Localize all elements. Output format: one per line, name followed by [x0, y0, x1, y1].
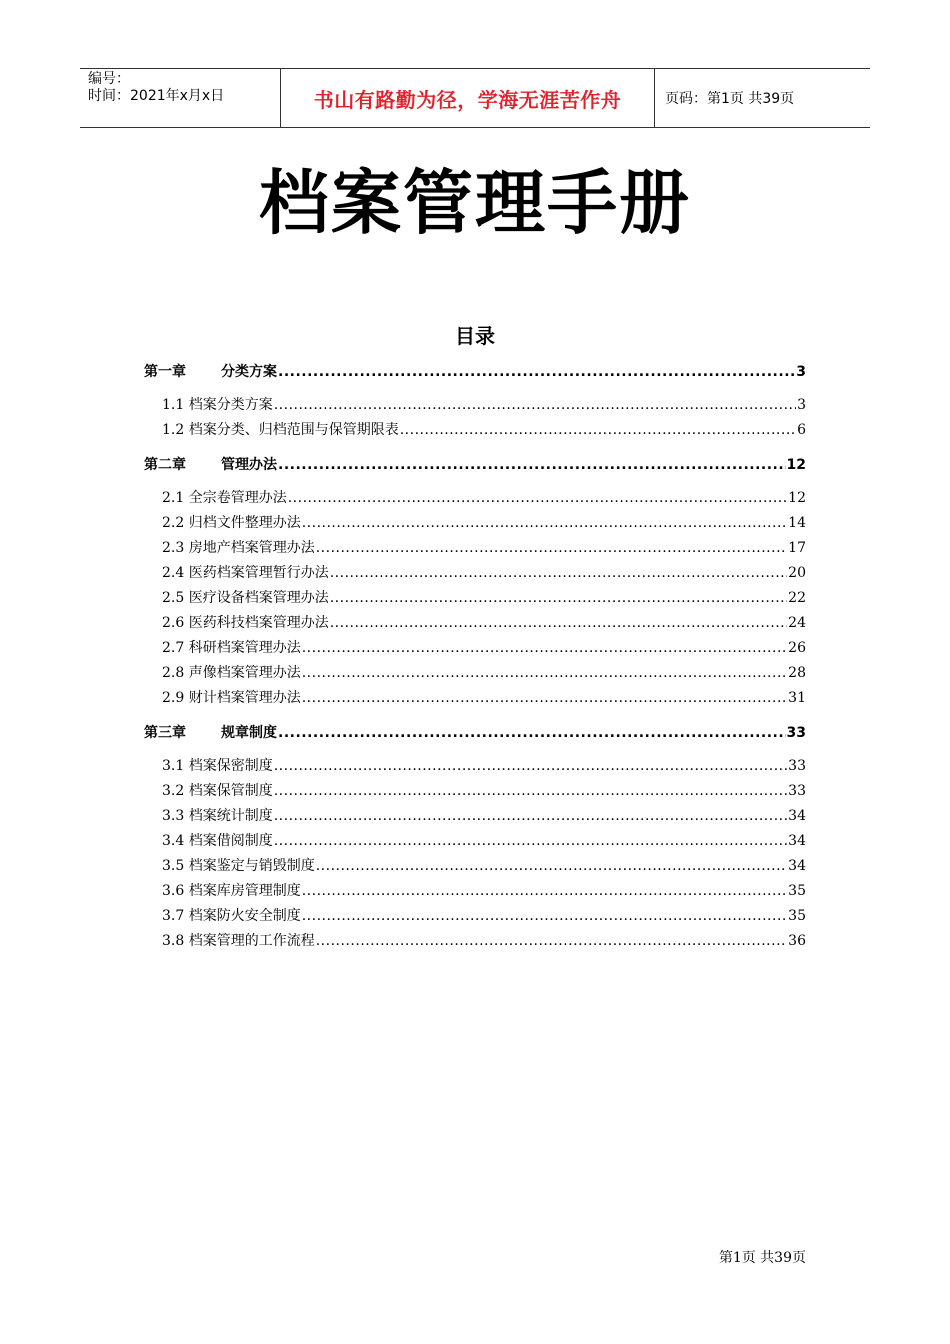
toc-section-title: 3.4 档案借阅制度	[162, 833, 273, 849]
document-time-label: 时间：2021年x月x日	[88, 88, 225, 104]
toc-section-title: 1.1 档案分类方案	[162, 397, 273, 413]
toc-section-entry[interactable]	[144, 418, 806, 443]
toc-section-entry[interactable]	[144, 804, 806, 829]
toc-page-number: 34	[788, 833, 806, 849]
toc-section-entry[interactable]	[144, 511, 806, 536]
toc-dot-leader	[330, 561, 787, 586]
toc-section-entry[interactable]	[144, 829, 806, 854]
toc-heading: 目录	[455, 324, 495, 348]
toc-section-entry[interactable]	[144, 636, 806, 661]
toc-dot-leader	[274, 829, 787, 854]
toc-section-title: 2.5 医疗设备档案管理办法	[162, 590, 329, 606]
toc-chapter-number: 第一章	[144, 364, 186, 380]
toc-dot-leader	[302, 879, 787, 904]
toc-page-number: 26	[788, 640, 806, 656]
toc-dot-leader	[278, 721, 786, 745]
toc-section-entry[interactable]	[144, 586, 806, 611]
toc-chapter-entry[interactable]	[144, 453, 806, 477]
toc-dot-leader	[302, 511, 787, 536]
toc-section-entry[interactable]	[144, 929, 806, 954]
toc-section-entry[interactable]	[144, 561, 806, 586]
toc-dot-leader	[274, 754, 787, 779]
toc-page-number: 35	[788, 883, 806, 899]
toc-page-number: 34	[788, 858, 806, 874]
toc-section-title: 2.3 房地产档案管理办法	[162, 540, 315, 556]
toc-section-entry[interactable]	[144, 536, 806, 561]
toc-section-title: 3.3 档案统计制度	[162, 808, 273, 824]
toc-dot-leader	[302, 686, 787, 711]
header-meta	[80, 69, 281, 127]
toc-section-title: 3.8 档案管理的工作流程	[162, 933, 315, 949]
toc-page-number: 28	[788, 665, 806, 681]
toc-dot-leader	[278, 360, 795, 384]
toc-section-title: 2.8 声像档案管理办法	[162, 665, 301, 681]
toc-page-number: 35	[788, 908, 806, 924]
toc-page-number: 20	[788, 565, 806, 581]
toc-section-title: 2.1 全宗卷管理办法	[162, 490, 287, 506]
toc-chapter-title: 分类方案	[221, 364, 277, 380]
toc-page-number: 24	[788, 615, 806, 631]
toc-dot-leader	[316, 854, 787, 879]
toc-page-number: 12	[788, 490, 806, 506]
toc-page-number: 6	[797, 422, 806, 438]
toc-dot-leader	[278, 453, 786, 477]
toc-dot-leader	[400, 418, 796, 443]
toc-page-number: 33	[786, 725, 806, 741]
toc-chapter-entry[interactable]	[144, 360, 806, 384]
toc-section-entry[interactable]	[144, 904, 806, 929]
document-title: 档案管理手册	[259, 162, 691, 244]
toc-section-title: 2.9 财计档案管理办法	[162, 690, 301, 706]
toc-chapter-number: 第二章	[144, 457, 186, 473]
toc-section-entry[interactable]	[144, 611, 806, 636]
toc-section-title: 3.5 档案鉴定与销毁制度	[162, 858, 315, 874]
toc-section-entry[interactable]	[144, 686, 806, 711]
toc-section-entry[interactable]	[144, 879, 806, 904]
toc-page-number: 3	[796, 364, 806, 380]
toc-dot-leader	[302, 904, 787, 929]
toc-page-number: 22	[788, 590, 806, 606]
toc-section-title: 3.7 档案防火安全制度	[162, 908, 301, 924]
toc-dot-leader	[274, 779, 787, 804]
toc-chapter-entry[interactable]	[144, 721, 806, 745]
toc-dot-leader	[274, 393, 796, 418]
toc-section-title: 1.2 档案分类、归档范围与保管期限表	[162, 422, 399, 438]
toc-section-entry[interactable]	[144, 754, 806, 779]
toc-section-title: 3.1 档案保密制度	[162, 758, 273, 774]
page-footer: 第1页 共39页	[718, 1250, 806, 1266]
toc-chapter-title: 规章制度	[221, 725, 277, 741]
toc-page-number: 34	[788, 808, 806, 824]
toc-section-entry[interactable]	[144, 393, 806, 418]
toc-chapter-title: 管理办法	[221, 457, 277, 473]
toc-dot-leader	[330, 611, 787, 636]
toc-dot-leader	[316, 929, 787, 954]
toc-page-number: 14	[788, 515, 806, 531]
table-of-contents	[144, 360, 806, 954]
toc-page-number: 17	[788, 540, 806, 556]
toc-section-title: 2.4 医药档案管理暂行办法	[162, 565, 329, 581]
toc-section-title: 2.7 科研档案管理办法	[162, 640, 301, 656]
toc-dot-leader	[316, 536, 787, 561]
toc-dot-leader	[330, 586, 787, 611]
toc-dot-leader	[274, 804, 787, 829]
toc-page-number: 3	[797, 397, 806, 413]
toc-section-title: 2.6 医药科技档案管理办法	[162, 615, 329, 631]
header-page-info: 页码：第1页 共39页	[665, 91, 795, 107]
document-number-label: 编号：	[88, 71, 130, 87]
toc-section-title: 3.6 档案库房管理制度	[162, 883, 301, 899]
toc-section-entry[interactable]	[144, 661, 806, 686]
toc-page-number: 33	[788, 758, 806, 774]
toc-section-entry[interactable]	[144, 854, 806, 879]
toc-page-number: 12	[786, 457, 806, 473]
toc-section-title: 3.2 档案保管制度	[162, 783, 273, 799]
header-motto: 书山有路勤为径，学海无涯苦作舟	[281, 69, 655, 127]
toc-section-entry[interactable]	[144, 486, 806, 511]
toc-dot-leader	[302, 636, 787, 661]
toc-chapter-number: 第三章	[144, 725, 186, 741]
toc-page-number: 36	[788, 933, 806, 949]
toc-section-entry[interactable]	[144, 779, 806, 804]
toc-page-number: 33	[788, 783, 806, 799]
page-header	[80, 68, 870, 128]
toc-dot-leader	[288, 486, 787, 511]
toc-page-number: 31	[788, 690, 806, 706]
toc-dot-leader	[302, 661, 787, 686]
toc-section-title: 2.2 归档文件整理办法	[162, 515, 301, 531]
